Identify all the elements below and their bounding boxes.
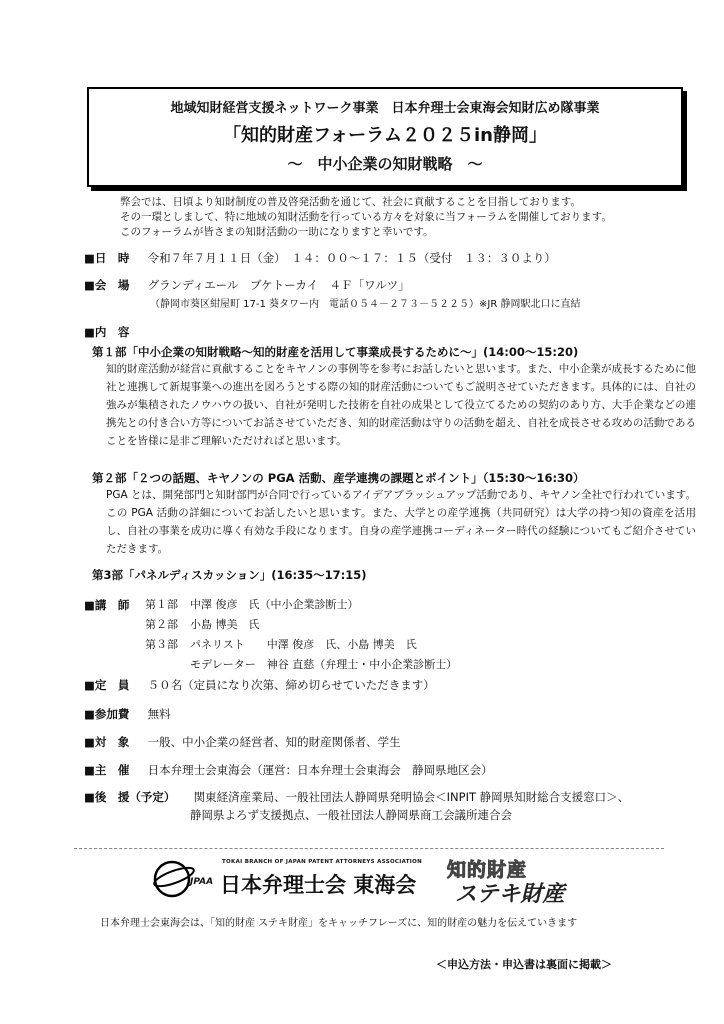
speakers-label-row xyxy=(84,597,144,613)
part1-block xyxy=(92,344,696,450)
intro-line: このフォーラムが皆さまの知財活動の一助になりますと幸いです。 xyxy=(120,226,434,238)
speaker-name: 小島 博美 氏 xyxy=(190,618,260,631)
part2-title: 第２部「２つの話題、キヤノンの PGA 活動、産学連携の課題とポイント」（15:30～16:30） xyxy=(92,471,585,485)
speaker-name: 中澤 俊彦 氏（中小企業診断士） xyxy=(190,598,359,611)
venue-row xyxy=(84,277,410,293)
org-english-name: TOKAI BRANCH OF JAPAN PATENT ATTORNEYS ASSOCIATION xyxy=(222,859,423,865)
intro-line: 弊会では、日頃より知財制度の普及啓発活動を通じて、社会に貢献することを目指しております。 xyxy=(120,196,581,208)
speaker-row xyxy=(145,637,457,653)
datetime-row xyxy=(84,250,556,266)
venue-address: （静岡市葵区紺屋町 17-1 葵タワー内 電話０５４－２７３－５２２５）※JR 静岡駅北口に直結 xyxy=(150,299,581,310)
speaker-row xyxy=(145,657,457,673)
capacity-row xyxy=(84,677,435,693)
datetime-label: ■日 時 xyxy=(84,251,130,265)
event-series: 地域知財経営支援ネットワーク事業 日本弁理士会東海会知財広め隊事業 xyxy=(170,101,600,116)
capacity-value: ５０名（定員になり次第、締め切らせていただきます） xyxy=(147,678,435,692)
part3-title: 第3部「パネルディスカッション」(16:35～17:15) xyxy=(92,568,367,582)
fee-label: ■参加費 xyxy=(84,707,130,721)
part1-body: 知的財産活動が経営に貢献することをキヤノンの事例等を参考にお話したいと思います。また、中小企業が成長するために他社と連携して新規事業への進出を図ろうとする際の知的財産活動についてもご説明させていただきます。具体的には、自社の強みが集積されたノウハウの扱い、自社が発明した技術を自社の成果として役立てるための契約のあり方、大手企業などの連携先との付き合い方等についてお話させていただき、知的財産活動は守りの活動を超え、自社を成長させる攻めの活動であることを皆様に是非ご理解いただければと思います。 xyxy=(106,363,696,447)
fee-value: 無料 xyxy=(147,707,171,721)
brand-logo xyxy=(447,855,597,907)
content-section xyxy=(84,324,144,340)
part1-title: 第１部「中小企業の知財戦略～知的財産を活用して事業成長するために～」(14:00～15:20) xyxy=(92,345,579,359)
part2-block xyxy=(92,470,696,558)
support-line1: 関東経済産業局、一般社団法人静岡県発明協会＜INPIT 静岡県知財総合支援窓口＞、 xyxy=(193,790,630,804)
event-title: 「知的財産フォーラム２０２５in静岡」 xyxy=(223,125,547,146)
speaker-part: 第３部 xyxy=(145,638,178,651)
organizer-value: 日本弁理士会東海会（運営：日本弁理士会東海会 静岡県地区会） xyxy=(147,763,493,777)
fee-row xyxy=(84,706,171,722)
support-row xyxy=(84,789,629,805)
speaker-part xyxy=(145,657,190,673)
event-subtitle: ～ 中小企業の知財戦略 ～ xyxy=(287,155,483,173)
content-label: ■内 容 xyxy=(84,325,130,339)
speaker-name: パネリスト 中澤 俊彦 氏、小島 博美 氏 xyxy=(190,638,417,651)
jpaa-mark: JPAA xyxy=(190,877,214,887)
speaker-name: モデレーター 神谷 直慈（弁理士・中小企業診断士） xyxy=(190,658,458,671)
brand-word2: ステキ財産 xyxy=(455,882,565,907)
organizer-label: ■主 催 xyxy=(84,763,130,777)
org-logo xyxy=(152,855,592,907)
speaker-row xyxy=(145,597,457,613)
brand-word1: 知的財産 xyxy=(447,859,528,881)
target-row xyxy=(84,734,401,750)
target-label: ■対 象 xyxy=(84,735,130,749)
datetime-value: 令和７年７月１１日（金） １４：００～１７：１５（受付 １３：３０より） xyxy=(147,251,556,265)
title-box xyxy=(87,87,683,187)
speaker-part: 第２部 xyxy=(145,618,178,631)
support-line2: 静岡県よろず支援拠点、一般社団法人静岡県商工会議所連合会 xyxy=(190,808,512,822)
organizer-row xyxy=(84,762,493,778)
divider xyxy=(74,848,664,849)
part3-block xyxy=(92,567,366,583)
intro-text xyxy=(120,195,612,240)
tagline: 日本弁理士会東海会は、「知的財産 ステキ財産」をキャッチフレーズに、知的財産の魅力を伝えていきます xyxy=(100,918,578,929)
target-value: 一般、中小企業の経営者、知的財産関係者、学生 xyxy=(147,735,401,749)
venue-value: グランディエール ブケトーカイ ４Ｆ「ワルツ」 xyxy=(147,278,410,292)
venue-label: ■会 場 xyxy=(84,278,130,292)
speakers-label: ■講 師 xyxy=(84,598,130,612)
capacity-label: ■定 員 xyxy=(84,678,130,692)
application-note: ＜申込方法・申込書は裏面に掲載＞ xyxy=(436,958,612,971)
speakers-list xyxy=(145,597,457,673)
speaker-row xyxy=(145,617,457,633)
part2-body: PGA とは、開発部門と知財部門が合同で行っているアイデアブラッシュアップ活動であり、キヤノン全社で行われています。この PGA 活動の詳細についてお話したいと思います。また、大学との産学連携（共同研究）は大学の持つ知の資産を活用し、自社の事業を成功に導く有効な手段になります。自身の産学連携コーディネーター時代の経験についてもご紹介させていただきます。 xyxy=(106,489,696,555)
speaker-part: 第１部 xyxy=(145,598,178,611)
intro-line: その一環としまして、特に地域の知財活動を行っている方々を対象に当フォーラムを開催しております。 xyxy=(120,211,612,223)
org-japanese-name: 日本弁理士会 東海会 xyxy=(220,873,417,897)
support-label: ■後 援（予定） xyxy=(84,790,176,804)
